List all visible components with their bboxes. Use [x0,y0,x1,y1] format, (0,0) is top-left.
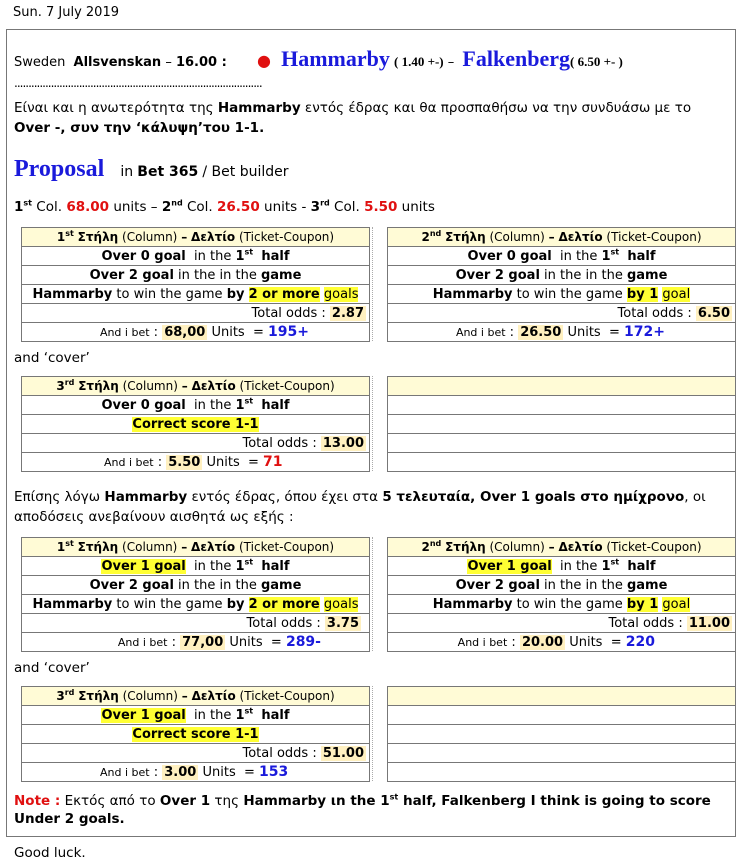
coupon-table-col1-alt [21,537,370,652]
c3-ord: 3 [310,199,321,215]
stake-row: And i bet : 68,00 Units = 195+ [22,323,370,342]
payout-value: 195+ [268,323,309,340]
away-team: Falkenberg [462,46,570,71]
c3-sup: rd [320,198,330,208]
total-odds-value: 3.75 [326,615,359,631]
total-odds-row: Total odds : 13.00 [22,434,370,453]
payout-value: 220 [625,633,655,650]
stake-value: 20.00 [521,634,564,650]
total-odds-row: Total odds : 2.87 [22,304,370,323]
selection-row: Hammarby to win the game by 1 goal [388,285,736,304]
coupon-header: 3rd Στήλη (Column) – Δελτίο (Ticket-Coupon) [22,687,370,706]
column-gap [372,227,388,341]
selection-row: Hammarby to win the game by 1 goal [388,595,736,614]
total-odds-value: 13.00 [322,435,364,451]
selection-row: Hammarby to win the game by 2 or more goals [22,285,370,304]
league: Allsvenskan [73,55,162,70]
note-paragraph [14,792,729,828]
total-odds-row: Total odds : 3.75 [22,614,370,633]
selection-row: Over 2 goal in the in the game [388,576,736,595]
post-date: Sun. 7 July 2019 [13,5,119,20]
intro-bold: Over -, συν την ‘κάλυψη’του 1-1. [14,120,265,136]
total-odds-value: 6.50 [697,305,730,321]
total-odds-value: 11.00 [688,615,730,631]
middle-paragraph [14,487,724,527]
stake-row: And i bet : 26.50 Units = 172+ [388,323,736,342]
cover-label: and ‘cover’ [14,660,90,676]
note-bold-3: half, Falkenberg I think is going to score Under 2 goals. [14,793,711,827]
selection-row: Over 0 goal in the 1st half [22,247,370,266]
proposal-line [14,156,289,183]
empty-coupon-table [387,686,736,782]
column-gap [372,686,388,781]
payout-value: 153 [259,763,289,780]
coupon-header: 2nd Στήλη (Column) – Δελτίο (Ticket-Coupon) [388,538,736,557]
kickoff-time: 16.00 : [175,55,227,70]
selection-row: Over 2 goal in the in the game [22,576,370,595]
selection-row: Over 2 goal in the in the game [22,266,370,285]
middle-bold: 5 τελευταία, Over 1 goals στο ημίχρονο [382,489,685,505]
intro-paragraph [14,98,724,138]
c2-ord: 2 [161,199,172,215]
stake-row: And i bet : 20.00 Units = 220 [388,633,736,652]
selection-row: Over 0 goal in the 1st half [388,247,736,266]
stake-row: And i bet : 5.50 Units = 71 [22,453,370,472]
selection-row: Over 2 goal in the in the game [388,266,736,285]
proposal-in: in [120,164,134,180]
coupon-header: 2nd Στήλη (Column) – Δελτίο (Ticket-Coupon) [388,228,736,247]
payout-value: 172+ [624,323,665,340]
stake-value: 3.00 [164,764,197,780]
middle-text: Επίσης λόγω [14,489,105,505]
intro-team: Hammarby [217,100,301,116]
c2-sup: nd [171,198,183,208]
home-odds: ( 1.40 +-) [393,54,444,69]
c3-label: Col. [329,199,360,215]
bullet-icon: ● [256,51,271,70]
c1-sup: st [23,198,32,208]
column-gap [372,376,388,471]
cover-label: and ‘cover’ [14,350,90,366]
selection-row: Over 1 goal in the 1st half [388,557,736,576]
middle-text-2: εντός έδρας, όπου έχει στα [187,489,383,505]
c2-unit-text: units - [259,199,307,215]
stake-value: 5.50 [168,454,201,470]
fixture-line [14,46,623,72]
total-odds-row: Total odds : 6.50 [388,304,736,323]
intro-text-2: εντός έδρας και θα προσπαθήσω να την συνδυάσω με το [300,100,692,116]
column-gap [372,537,388,651]
selection-row: Correct score 1-1 [22,725,370,744]
stake-row: And i bet : 77,00 Units = 289- [22,633,370,652]
stake-value: 68,00 [164,324,206,340]
total-odds-row: Total odds : 11.00 [388,614,736,633]
coupon-table-col3-alt [21,686,370,782]
selection-row: Over 1 goal in the 1st half [22,557,370,576]
total-odds-row: Total odds : 51.00 [22,744,370,763]
stake-value: 77,00 [182,634,224,650]
selection-row: Over 1 goal in the 1st half [22,706,370,725]
c3-unit-text: units [397,199,435,215]
coupon-table-col3 [21,376,370,472]
stake-row: And i bet : 3.00 Units = 153 [22,763,370,782]
bookmaker: Bet 365 [137,164,199,180]
bet-builder: / Bet builder [202,164,289,180]
coupon-header: 1st Στήλη (Column) – Δελτίο (Ticket-Coupon) [22,228,370,247]
home-team: Hammarby [281,46,390,71]
empty-coupon-table [387,376,736,472]
country: Sweden [14,55,66,70]
coupon-header: 1st Στήλη (Column) – Δελτίο (Ticket-Coupon) [22,538,370,557]
c2-label: Col. [182,199,213,215]
note-text-2: της [210,793,244,809]
selection-row: Correct score 1-1 [22,415,370,434]
selection-row: Hammarby to win the game by 2 or more goals [22,595,370,614]
coupon-table-col2 [387,227,736,342]
total-odds-value: 51.00 [322,745,364,761]
c1-label: Col. [32,199,63,215]
c3-units: 5.50 [364,199,398,215]
middle-text-3: , οι αποδόσεις ανεβαίνουν αισθητά ως εξής : [14,489,706,525]
note-bold-2: Hammarby ιn the 1 [243,793,390,809]
total-odds-value: 2.87 [331,305,364,321]
dash: – [165,55,172,70]
selection-row: Over 0 goal in the 1st half [22,396,370,415]
c1-unit-text: units – [109,199,158,215]
sign-off: Good luck. [14,845,86,861]
proposal-title: Proposal [14,156,105,182]
c1-units: 68.00 [66,199,110,215]
middle-team: Hammarby [104,489,188,505]
units-summary [14,199,435,215]
separator: – [447,55,455,70]
coupon-table-col2-alt [387,537,736,652]
coupon-header: 3rd Στήλη (Column) – Δελτίο (Ticket-Coupon) [22,377,370,396]
note-label: Note : [14,793,61,809]
payout-value: 71 [263,453,283,470]
coupon-table-col1 [21,227,370,342]
note-sup: st [389,792,399,802]
note-text: Εκτός από το [60,793,160,809]
c2-units: 26.50 [217,199,260,215]
stake-value: 26.50 [520,324,562,340]
dotted-separator: ........................................................................................ [14,76,262,90]
payout-value: 289- [285,633,321,650]
intro-text: Είναι και η ανωτερότητα της [14,100,218,116]
away-odds: ( 6.50 +- ) [569,54,623,69]
note-bold-1: Over 1 [159,793,211,809]
c1-ord: 1 [14,199,24,215]
